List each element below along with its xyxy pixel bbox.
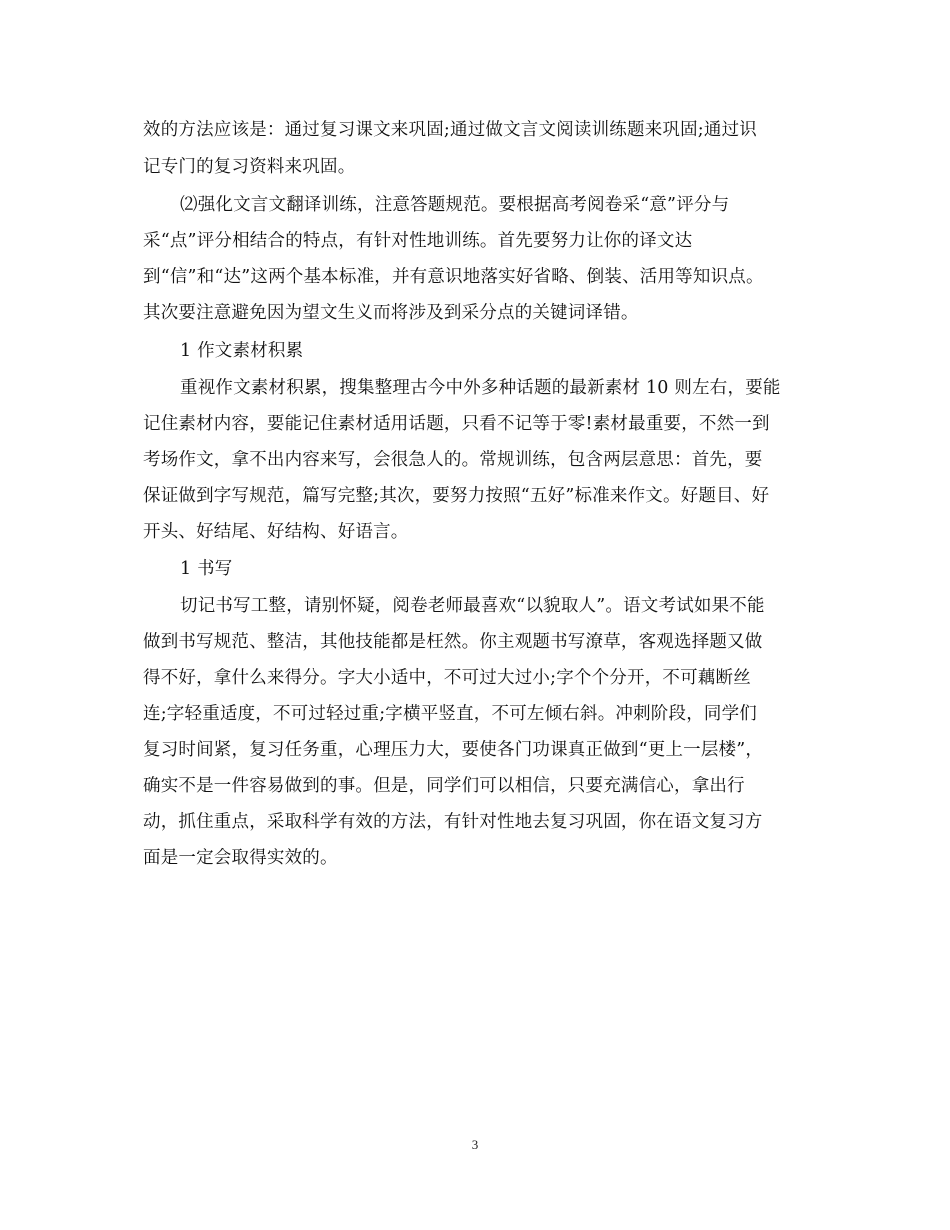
section-heading: 1 作文素材积累 [180,341,304,361]
page-number: 3 [471,1137,479,1152]
text-line: 保证做到字写规范，篇写完整;其次，要努力按照“五好”标准来作文。好题目、好 [143,486,770,506]
text-line: 面是一定会取得实效的。 [143,848,338,868]
text-line: 其次要注意避免因为望文生义而将涉及到采分点的关键词译错。 [143,303,639,323]
text-line: 得不好，拿什么来得分。字大小适中，不可过大过小;字个个分开，不可藕断丝 [143,668,751,688]
text-line: 到“信”和“达”这两个基本标准，并有意识地落实好省略、倒装、活用等知识点。 [143,267,764,287]
text-line: 记专门的复习资料来巩固。 [143,157,356,177]
text-line: 记住素材内容，要能记住素材适用话题，只看不记等于零!素材最重要，不然一到 [143,414,770,434]
text-line: 动，抓住重点，采取科学有效的方法，有针对性地去复习巩固，你在语文复习方 [143,812,763,832]
section-heading: 1 书写 [180,559,233,579]
text-line: 切记书写工整，请别怀疑，阅卷老师最喜欢“以貌取人”。语文考试如果不能 [180,596,765,616]
text-line: 连;字轻重适度，不可过轻过重;字横平竖直，不可左倾右斜。冲刺阶段，同学们 [143,704,757,724]
text-line: ⑵强化文言文翻译训练，注意答题规范。要根据高考阅卷采“意”评分与 [180,195,730,215]
text-line: 复习时间紧，复习任务重，心理压力大，要使各门功课真正做到“更上一层楼”， [143,740,764,760]
text-line: 确实不是一件容易做到的事。但是，同学们可以相信，只要充满信心，拿出行 [143,776,745,796]
text-line: 考场作文，拿不出内容来写，会很急人的。常规训练，包含两层意思：首先，要 [143,450,763,470]
text-line: 做到书写规范、整洁，其他技能都是枉然。你主观题书写潦草，客观选择题又做 [143,632,763,652]
text-line: 效的方法应该是：通过复习课文来巩固;通过做文言文阅读训练题来巩固;通过识 [143,120,757,140]
text-line: 重视作文素材积累，搜集整理古今中外多种话题的最新素材 10 则左右，要能 [180,378,781,398]
text-line: 开头、好结尾、好结构、好语言。 [143,522,409,542]
text-line: 采“点”评分相结合的特点，有针对性地训练。首先要努力让你的译文达 [143,231,693,251]
